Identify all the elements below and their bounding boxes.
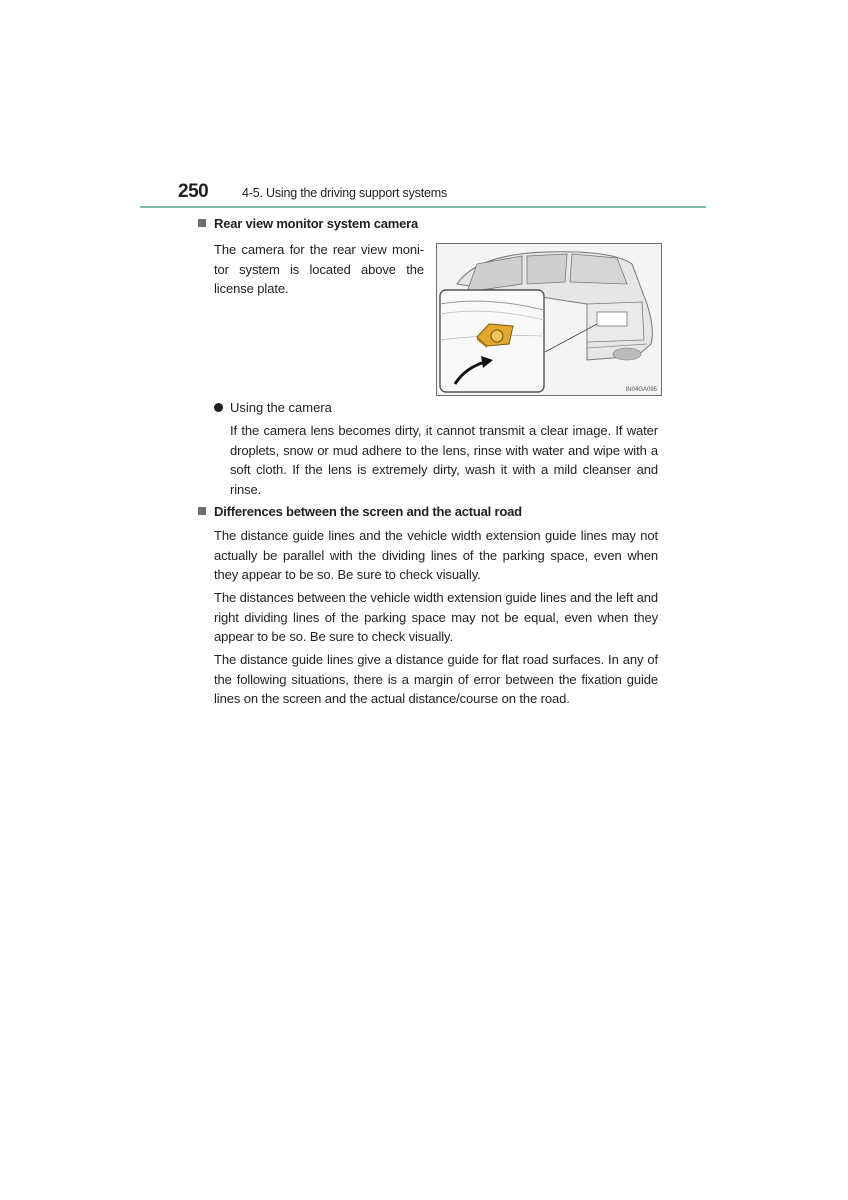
figure-code: IN04GA095: [625, 387, 657, 393]
intro-line: The camera for the rear view moni-: [214, 242, 424, 257]
section-title: 4-5. Using the driving support systems: [242, 186, 447, 200]
heading-screen-vs-road: Differences between the screen and the actual road: [198, 504, 522, 519]
camera-care-text: If the camera lens becomes dirty, it cannot transmit a clear image. If water droplets, snow or mud adhere to the lens, rinse with water and wipe with a soft cloth. If the lens is extremely dirty, wash it with a mild cleanser and rinse.: [230, 423, 658, 497]
intro-line: tor system is located above the: [214, 261, 424, 277]
header-rule: [140, 206, 706, 208]
circle-bullet-icon: [214, 403, 223, 412]
page-header: [178, 181, 706, 207]
square-bullet-icon: [198, 219, 206, 227]
camera-location-text: [214, 240, 424, 299]
paragraph-1: The distance guide lines and the vehicle width extension guide lines may not actually be parallel with the dividing lines of the parking space, even when they appear to be so. Be sure to check visually.: [214, 528, 658, 582]
paragraph-3: The distance guide lines give a distance guide for flat road surfaces. In any of the following situations, there is a margin of error between the fixation guide lines on the screen and the actual distance/course on the road.: [214, 652, 658, 706]
square-bullet-icon: [198, 507, 206, 515]
bullet-using-camera: Using the camera: [214, 400, 332, 415]
vehicle-rear-illustration: [437, 244, 661, 395]
intro-line: license plate.: [214, 281, 289, 296]
rear-camera-figure: [436, 243, 662, 396]
heading-rear-camera: Rear view monitor system camera: [198, 216, 418, 231]
paragraph-2: The distances between the vehicle width extension guide lines and the left and right dividing lines of the parking space may not be equal, even when they appear to be so. Be sure to check visually.: [214, 590, 658, 644]
page-number: 250: [178, 181, 209, 202]
